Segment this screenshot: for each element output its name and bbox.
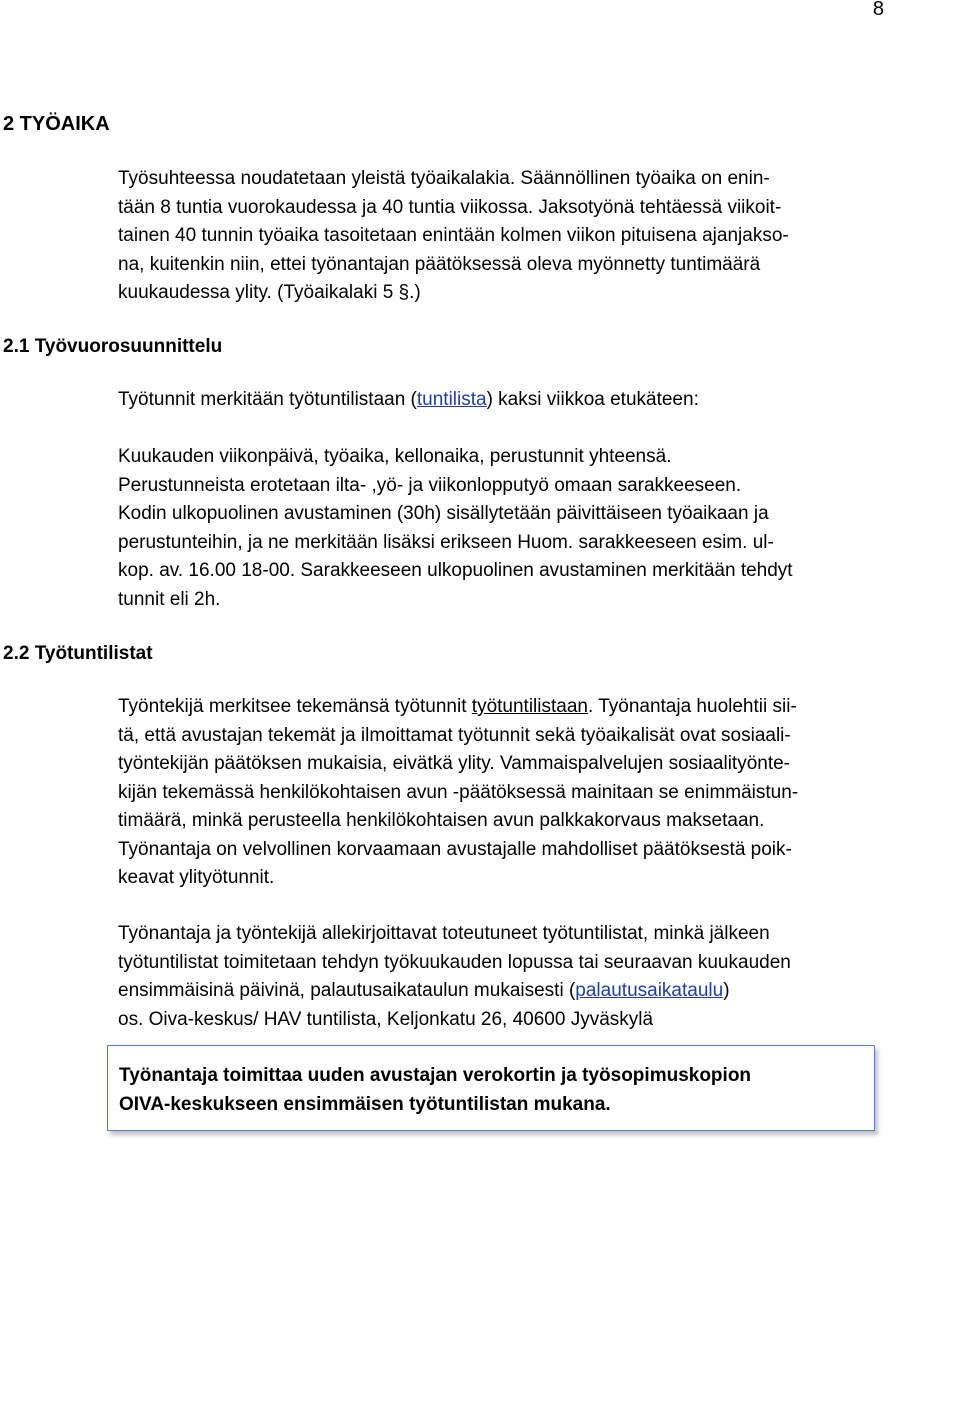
- text-line: Työnantaja on velvollinen korvaamaan avustajalle mahdolliset päätöksestä poik-: [118, 838, 792, 860]
- notice-text: [119, 1062, 859, 1119]
- timesheets-paragraph-1: [118, 693, 890, 893]
- text-line: timäärä, minkä perusteella henkilökohtaisen avun palkkakorvaus maksetaan.: [118, 810, 765, 831]
- text-line: [118, 386, 890, 415]
- text-line: keavat ylityötunnit.: [118, 867, 275, 888]
- text-segment: Työntekijä merkitsee tekemänsä työtunnit: [118, 696, 472, 717]
- text-line: Kodin ulkopuolinen avustaminen (30h) sisällytetään päivittäiseen työaikaan ja: [118, 503, 769, 524]
- text-segment: ) kaksi viikkoa etukäteen:: [486, 389, 699, 410]
- text-line: työtuntilistat toimitetaan tehdyn työkuukauden lopussa tai seuraavan kuukauden: [118, 951, 791, 973]
- text-segment: ): [723, 980, 730, 1001]
- text-segment: Työtunnit merkitään työtuntilistaan (: [118, 389, 417, 410]
- planning-body: [118, 443, 890, 614]
- section-heading: 2 TYÖAIKA: [3, 113, 110, 135]
- timesheets-paragraph-2: [118, 920, 890, 1034]
- text-line: Kuukauden viikonpäivä, työaika, kellonaika, perustunnit yhteensä.: [118, 446, 672, 467]
- page-number: 8: [872, 0, 884, 20]
- text-line: työntekijän päätöksen mukaisia, eivätkä ylity. Vammaispalvelujen sosiaalityönte-: [118, 753, 791, 774]
- text-line: [118, 693, 890, 722]
- tuntilista-link[interactable]: tuntilista: [416, 389, 487, 410]
- text-line: tä, että avustajan tekemät ja ilmoittamat työtunnit sekä työaikalisät ovat sosiaali-: [118, 724, 791, 746]
- text-line: kijän tekemässä henkilökohtaisen avun -päätöksessä mainitaan se enimmäistun-: [118, 781, 799, 803]
- subsection-heading-timesheets: 2.2 Työtuntilistat: [3, 643, 153, 664]
- planning-intro: [118, 386, 890, 415]
- text-segment: ensimmäisinä päivinä, palautusaikataulun mukaisesti (: [118, 980, 576, 1001]
- text-line: [118, 977, 890, 1006]
- text-line: Työsuhteessa noudatetaan yleistä työaikalakia. Säännöllinen työaika on enin-: [118, 168, 770, 189]
- intro-paragraph: [118, 165, 890, 308]
- text-line: na, kuitenkin niin, ettei työnantajan päätöksessä oleva myönnetty tuntimäärä: [118, 253, 761, 275]
- text-line: tainen 40 tunnin työaika tasoitetaan enintään kolmen viikon pituisena ajanjakso-: [118, 225, 789, 246]
- text-line: kop. av. 16.00 18-00. Sarakkeeseen ulkopuolinen avustaminen merkitään tehdyt: [118, 560, 793, 581]
- text-line: tään 8 tuntia vuorokaudessa ja 40 tuntia viikossa. Jaksotyönä tehtäessä viikoit-: [118, 196, 782, 218]
- subsection-heading-planning: 2.1 Työvuorosuunnittelu: [3, 336, 223, 357]
- text-line: os. Oiva-keskus/ HAV tuntilista, Keljonkatu 26, 40600 Jyväskylä: [118, 1008, 654, 1030]
- text-line: OIVA-keskukseen ensimmäisen työtuntilistan mukana.: [119, 1093, 611, 1115]
- text-segment: . Työnantaja huolehtii sii-: [587, 696, 797, 717]
- palautusaikataulu-link[interactable]: palautusaikataulu: [575, 980, 724, 1001]
- tyotuntilistaan-underlined[interactable]: työtuntilistaan: [471, 696, 588, 717]
- text-line: perustunteihin, ja ne merkitään lisäksi erikseen Huom. sarakkeeseen esim. ul-: [118, 531, 774, 553]
- text-line: tunnit eli 2h.: [118, 588, 221, 610]
- text-line: Perustunneista erotetaan ilta- ,yö- ja viikonlopputyö omaan sarakkeeseen.: [118, 474, 742, 496]
- text-line: Työnantaja ja työntekijä allekirjoittavat toteutuneet työtuntilistat, minkä jälkeen: [118, 923, 770, 944]
- text-line: Työnantaja toimittaa uuden avustajan verokortin ja työsopimuskopion: [119, 1065, 752, 1086]
- notice-box: [107, 1045, 875, 1131]
- text-line: kuukaudessa ylity. (Työaikalaki 5 §.): [118, 282, 421, 303]
